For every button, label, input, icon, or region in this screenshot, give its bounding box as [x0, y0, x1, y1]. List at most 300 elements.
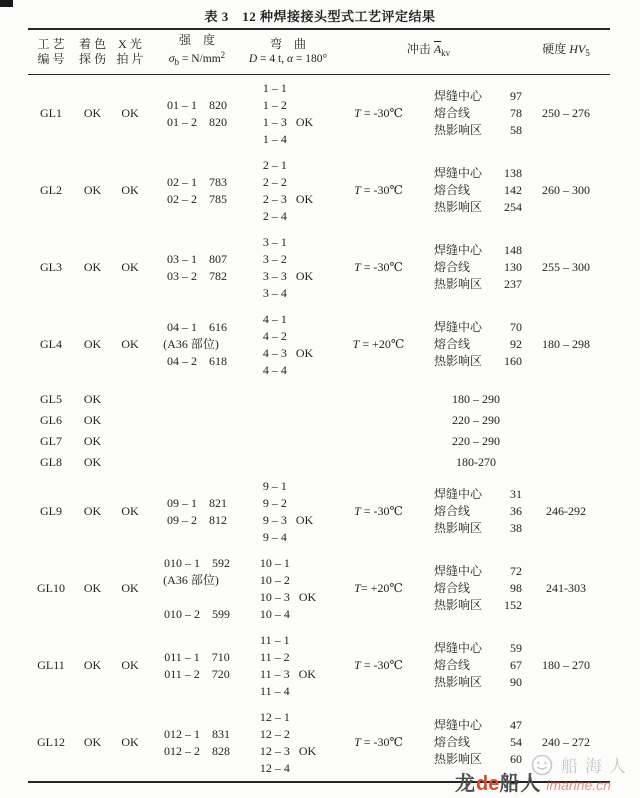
impact-result-list: [426, 75, 526, 152]
impact-value: 58: [510, 123, 522, 137]
impact-item: [434, 717, 522, 734]
impact-location: 热影响区: [434, 123, 483, 137]
impact-location: 熔合线: [434, 658, 471, 672]
bend-specimen-id: 3 – 3: [262, 268, 287, 283]
impact-location: 热影响区: [434, 598, 483, 612]
impact-location: 熔合线: [434, 337, 471, 351]
table-row: [28, 627, 610, 704]
impact-item: [434, 657, 522, 674]
process-id: GL2: [40, 183, 62, 197]
impact-location: 热影响区: [434, 752, 483, 766]
impact-location: 熔合线: [434, 504, 471, 518]
header-col-dye-penetrant: [74, 37, 111, 67]
impact-temperature: T = -30℃: [354, 106, 403, 120]
bend-specimen-id: 9 – 4: [262, 529, 287, 544]
strength-line: [149, 666, 245, 683]
bend-specimen-list: [260, 555, 290, 623]
bend-specimen-id: 2 – 2: [262, 174, 287, 189]
impact-item: [434, 259, 522, 276]
impact-item: [434, 336, 522, 353]
impact-location: 热影响区: [434, 354, 483, 368]
strength-value: 807: [209, 251, 227, 266]
header-xray-line1: X 光: [118, 36, 142, 51]
strength-line: [149, 319, 245, 336]
process-id: GL12: [37, 735, 65, 749]
bend-specimen-id: 12 – 3: [259, 743, 290, 758]
impact-cell: [331, 550, 526, 627]
impact-value: 254: [504, 200, 522, 214]
impact-value: 38: [510, 521, 522, 535]
impact-temperature-wrap: [331, 550, 426, 627]
strength-value: 592: [212, 555, 230, 570]
header-col-hardness: [526, 42, 606, 61]
strength-specimen-id: 012 – 2: [164, 743, 200, 758]
strength-specimen-id: 02 – 2: [167, 191, 197, 206]
xray-result: OK: [121, 183, 139, 197]
impact-temperature: T= +20℃: [354, 581, 403, 595]
impact-item: [434, 640, 522, 657]
xray-result: OK: [121, 581, 139, 595]
strength-specimen-id: 09 – 1: [167, 495, 197, 510]
impact-location: 焊缝中心: [434, 564, 483, 578]
impact-value: 59: [510, 641, 522, 655]
result-range-value: 220 – 290: [452, 434, 500, 448]
impact-location: 焊缝中心: [434, 243, 483, 257]
hardness-value: 250 – 276: [542, 106, 590, 120]
process-id: GL9: [40, 504, 62, 518]
impact-item: [434, 503, 522, 520]
bend-specimen-id: 2 – 1: [262, 157, 287, 172]
header-process-line2: 编 号: [37, 51, 65, 66]
bend-cell: [245, 306, 331, 383]
impact-value: 47: [510, 718, 522, 732]
hardness-value: 180 – 298: [542, 337, 590, 351]
strength-line: [149, 251, 245, 268]
hardness-value: 180 – 270: [542, 658, 590, 672]
strength-line: [149, 572, 245, 589]
impact-value: 130: [504, 260, 522, 274]
header-process-line1: 工 艺: [37, 36, 65, 51]
bend-cell: [245, 627, 331, 704]
strength-specimen-id: 04 – 2: [167, 354, 197, 368]
strength-line: [149, 606, 245, 623]
strength-value: 828: [212, 743, 230, 758]
bend-specimen-id: 3 – 4: [262, 285, 287, 300]
impact-location: 熔合线: [434, 260, 471, 274]
dye-penetrant-result: OK: [83, 337, 102, 351]
dye-penetrant-result: OK: [83, 455, 102, 469]
impact-value: 31: [510, 487, 522, 501]
process-id: GL11: [37, 658, 65, 672]
impact-cell: [331, 152, 526, 229]
table-row: [28, 229, 610, 306]
bend-cell: [245, 152, 331, 229]
impact-temperature-wrap: [331, 75, 426, 152]
strength-value: 783: [209, 174, 227, 189]
results-table: [28, 28, 610, 783]
impact-location: 熔合线: [434, 183, 471, 197]
bend-specimen-id: 1 – 2: [262, 97, 287, 112]
bend-specimen-list: [263, 157, 287, 225]
bend-result: OK: [298, 667, 316, 681]
strength-specimen-id: 04 – 1: [167, 320, 197, 334]
bend-specimen-list: [263, 311, 287, 379]
bend-result: OK: [295, 346, 314, 360]
table-row: [28, 452, 610, 473]
bend-specimen-id: 4 – 4: [262, 362, 287, 377]
table-row: [28, 550, 610, 627]
impact-value: 142: [504, 183, 522, 197]
impact-item: [434, 353, 522, 370]
strength-cell: [149, 75, 245, 152]
impact-value: 148: [504, 243, 522, 257]
bend-specimen-id: 10 – 2: [259, 572, 290, 587]
impact-label: 冲击: [406, 42, 434, 56]
header-col-bend: [245, 37, 331, 67]
process-id: GL7: [40, 434, 62, 448]
sigma-symbol: σ: [168, 53, 175, 65]
header-dye-line1: 着 色: [78, 36, 106, 51]
impact-location: 热影响区: [434, 200, 483, 214]
header-col-process-id: [28, 37, 74, 67]
strength-value: 820: [209, 97, 227, 112]
strength-specimen-id: 011 – 1: [164, 649, 200, 664]
bend-specimen-id: 1 – 3: [262, 114, 287, 129]
bend-result: OK: [295, 269, 314, 283]
hardness-value: 260 – 300: [542, 183, 590, 197]
impact-value: 237: [504, 277, 522, 291]
strength-specimen-id: 01 – 2: [167, 114, 197, 129]
hardness-label: 硬度: [542, 42, 570, 56]
xray-result: OK: [121, 337, 139, 351]
strength-specimen-id: (A36 部位): [163, 337, 219, 351]
bend-d-symbol: D: [248, 52, 258, 65]
impact-value: 67: [510, 658, 522, 672]
strength-specimen-id: 09 – 2: [167, 512, 197, 527]
impact-value: 98: [510, 581, 522, 595]
strength-line: [149, 649, 245, 666]
dye-penetrant-result: OK: [83, 183, 102, 197]
header-col-strength: [149, 33, 245, 70]
table-body: [28, 75, 610, 781]
strength-specimen-id: 03 – 2: [167, 268, 197, 283]
impact-temperature: T = -30℃: [354, 260, 403, 274]
impact-temperature-wrap: [331, 627, 426, 704]
bend-result: OK: [295, 192, 314, 206]
bend-specimen-id: 11 – 4: [260, 683, 290, 698]
strength-line: [149, 512, 245, 529]
dye-penetrant-result: OK: [83, 735, 102, 749]
dye-penetrant-result: OK: [83, 504, 102, 518]
hardness-value: 246-292: [546, 504, 586, 518]
bend-specimen-list: [260, 709, 290, 777]
alpha-symbol: α: [286, 52, 294, 65]
strength-cell: [149, 473, 245, 550]
strength-value: 821: [209, 495, 227, 510]
strength-value: 599: [212, 606, 230, 621]
bend-cell: [245, 75, 331, 152]
strength-value: 618: [209, 354, 227, 368]
impact-value: 78: [510, 106, 522, 120]
strength-cell: [149, 152, 245, 229]
strength-line: [149, 726, 245, 743]
hardness-hv-subscript: 5: [585, 48, 590, 58]
header-bend-formula: [245, 52, 331, 67]
process-id: GL4: [40, 337, 62, 351]
dye-penetrant-result: OK: [83, 106, 102, 120]
dye-penetrant-result: OK: [83, 658, 102, 672]
impact-result-list: [426, 152, 526, 229]
strength-value: 782: [209, 268, 227, 283]
table-row: [28, 431, 610, 452]
impact-item: [434, 182, 522, 199]
impact-item: [434, 486, 522, 503]
impact-akv-symbol: $\overline{A}$: [433, 42, 442, 56]
process-id: GL5: [40, 392, 62, 406]
strength-specimen-id: (A36 部位): [163, 572, 219, 587]
impact-value: 160: [504, 354, 522, 368]
impact-value: 36: [510, 504, 522, 518]
table-row: [28, 152, 610, 229]
impact-location: 焊缝中心: [434, 718, 483, 732]
bend-specimen-id: 1 – 4: [262, 131, 287, 146]
strength-specimen-id: 02 – 1: [167, 174, 197, 189]
process-id: GL8: [40, 455, 62, 469]
bend-specimen-id: 12 – 1: [259, 709, 290, 724]
strength-line: [149, 174, 245, 191]
bend-specimen-id: 2 – 3: [262, 191, 287, 206]
impact-location: 热影响区: [434, 521, 483, 535]
impact-temperature: T = -30℃: [354, 183, 403, 197]
impact-result-list: [426, 473, 526, 550]
bend-specimen-id: 4 – 3: [262, 345, 287, 360]
impact-cell: [331, 229, 526, 306]
impact-item: [434, 563, 522, 580]
result-range-value: 220 – 290: [452, 413, 500, 427]
impact-value: 92: [510, 337, 522, 351]
strength-specimen-id: 011 – 2: [164, 666, 200, 681]
strength-line: [149, 97, 245, 114]
impact-result-list: [426, 627, 526, 704]
table-row: [28, 306, 610, 383]
hardness-hv-symbol: HV: [569, 42, 586, 56]
impact-temperature: T = -30℃: [354, 658, 403, 672]
strength-line: [149, 589, 245, 606]
bend-specimen-id: 10 – 3: [259, 589, 290, 604]
bend-specimen-list: [260, 632, 290, 700]
impact-temperature-wrap: [331, 229, 426, 306]
impact-item: [434, 88, 522, 105]
header-bend-title: 弯 曲: [269, 36, 306, 51]
impact-temperature-wrap: [331, 306, 426, 383]
impact-value: 138: [504, 166, 522, 180]
strength-value: 812: [209, 512, 227, 527]
impact-temperature: T = -30℃: [354, 504, 403, 518]
impact-value: 72: [510, 564, 522, 578]
strength-line: [149, 555, 245, 572]
table-row: [28, 410, 610, 431]
strength-line: [149, 336, 245, 353]
strength-value: 616: [209, 320, 227, 334]
impact-value: 54: [510, 735, 522, 749]
bend-specimen-id: 1 – 1: [262, 80, 287, 95]
bend-specimen-id: 4 – 1: [262, 311, 287, 326]
impact-result-list: [426, 550, 526, 627]
watermark-faint-text: 船海人: [561, 757, 633, 776]
bend-specimen-list: [263, 234, 287, 302]
watermark-brand-de: de: [476, 773, 500, 795]
strength-line: [149, 495, 245, 512]
bend-specimen-id: 9 – 2: [262, 495, 287, 510]
impact-location: 焊缝中心: [434, 320, 483, 334]
table-header-row: [28, 30, 610, 75]
process-id: GL3: [40, 260, 62, 274]
strength-unit: = N/mm: [179, 53, 221, 65]
impact-result-list: [426, 306, 526, 383]
bend-result: OK: [298, 590, 317, 604]
strength-cell: [149, 627, 245, 704]
strength-value: 720: [211, 666, 230, 681]
xray-result: OK: [121, 106, 139, 120]
impact-temperature: T = +20℃: [352, 337, 405, 351]
watermark-brand-part2: 船人: [499, 773, 542, 795]
impact-item: [434, 734, 522, 751]
dye-penetrant-result: OK: [83, 581, 102, 595]
strength-unit-exponent: 2: [220, 50, 226, 60]
bend-cell: [245, 473, 331, 550]
impact-temperature-wrap: [331, 473, 426, 550]
bend-specimen-id: 11 – 2: [260, 649, 290, 664]
table-title: 表 3 12 种焊接接头型式工艺评定结果: [204, 9, 436, 24]
strength-specimen-id: 03 – 1: [167, 251, 197, 266]
bend-specimen-id: 10 – 1: [259, 555, 290, 570]
bend-specimen-id: 12 – 2: [259, 726, 290, 741]
impact-item: [434, 105, 522, 122]
watermark: [455, 752, 635, 796]
bend-result: OK: [298, 744, 317, 758]
dye-penetrant-result: OK: [83, 434, 102, 448]
watermark-site-url: imarine.cn: [546, 777, 611, 793]
hardness-value: 240 – 272: [542, 735, 590, 749]
bend-specimen-id: 9 – 1: [262, 478, 287, 493]
bend-cell: [245, 229, 331, 306]
impact-item: [434, 276, 522, 293]
impact-location: 热影响区: [434, 277, 483, 291]
xray-result: OK: [121, 735, 139, 749]
header-col-impact: [331, 42, 526, 61]
impact-item: [434, 674, 522, 691]
watermark-brand-line: [455, 767, 611, 796]
bend-specimen-id: 3 – 2: [262, 251, 287, 266]
impact-item: [434, 319, 522, 336]
bend-formula-mid: = 4 t,: [257, 52, 287, 65]
strength-specimen-id: 01 – 1: [167, 97, 197, 112]
header-dye-line2: 探 伤: [78, 51, 106, 66]
strength-line: [149, 743, 245, 760]
bend-specimen-list: [263, 80, 287, 148]
impact-cell: [331, 75, 526, 152]
xray-result: OK: [121, 504, 139, 518]
strength-specimen-id: 010 – 2: [164, 606, 200, 621]
hardness-value: 241-303: [546, 581, 586, 595]
impact-location: 焊缝中心: [434, 487, 483, 501]
impact-location: 焊缝中心: [434, 641, 483, 655]
strength-value: 820: [209, 114, 227, 129]
strength-value: 710: [211, 649, 230, 664]
strength-specimen-id: 010 – 1: [164, 555, 200, 570]
impact-value: 90: [510, 675, 522, 689]
result-range-value: 180-270: [456, 455, 496, 469]
strength-value: 831: [212, 726, 230, 741]
header-strength-formula: [149, 48, 245, 70]
impact-value: 70: [510, 320, 522, 334]
table-row: [28, 75, 610, 152]
bend-specimen-id: 11 – 1: [260, 632, 290, 647]
watermark-brand-part1: 龙: [455, 773, 476, 795]
bend-specimen-id: 9 – 3: [262, 512, 287, 527]
impact-location: 焊缝中心: [434, 89, 483, 103]
impact-value: 97: [510, 89, 522, 103]
header-col-xray: [111, 37, 149, 67]
bend-result: OK: [295, 513, 314, 527]
xray-result: OK: [121, 658, 139, 672]
scan-corner-artifact: [0, 0, 13, 7]
strength-line: [149, 191, 245, 208]
hardness-value: 255 – 300: [542, 260, 590, 274]
process-id: GL1: [40, 106, 62, 120]
bend-specimen-id: 11 – 3: [260, 666, 290, 681]
impact-temperature: T = -30℃: [354, 735, 403, 749]
impact-location: 熔合线: [434, 735, 471, 749]
impact-item: [434, 520, 522, 537]
impact-temperature-wrap: [331, 704, 426, 781]
table-row: [28, 389, 610, 410]
strength-cell: [149, 306, 245, 383]
impact-item: [434, 242, 522, 259]
header-xray-line2: 拍 片: [116, 51, 144, 66]
strength-value: 785: [209, 191, 227, 206]
sigma-subscript: b: [174, 57, 180, 67]
strength-cell: [149, 229, 245, 306]
strength-cell: [149, 550, 245, 627]
impact-location: 熔合线: [434, 581, 471, 595]
impact-location: 焊缝中心: [434, 166, 483, 180]
bend-specimen-id: 3 – 1: [262, 234, 287, 249]
bend-specimen-id: 4 – 2: [262, 328, 287, 343]
table-row: [28, 473, 610, 550]
result-range-value: 180 – 290: [452, 392, 500, 406]
strength-specimen-id: 012 – 1: [164, 726, 200, 741]
dye-penetrant-result: OK: [83, 260, 102, 274]
bend-specimen-list: [263, 478, 287, 546]
bend-result: OK: [295, 115, 314, 129]
impact-result-list: [426, 229, 526, 306]
impact-cell: [331, 473, 526, 550]
bend-cell: [245, 550, 331, 627]
impact-value: 152: [504, 598, 522, 612]
strength-cell: [149, 704, 245, 781]
bend-angle: = 180°: [293, 52, 328, 65]
process-id: GL10: [37, 581, 65, 595]
impact-value: 60: [510, 752, 522, 766]
dye-penetrant-result: OK: [83, 392, 102, 406]
bend-specimen-id: 12 – 4: [259, 760, 290, 775]
header-strength-title: 强 度: [178, 33, 215, 47]
xray-result: OK: [121, 260, 139, 274]
impact-temperature-wrap: [331, 152, 426, 229]
impact-item: [434, 199, 522, 216]
impact-item: [434, 165, 522, 182]
